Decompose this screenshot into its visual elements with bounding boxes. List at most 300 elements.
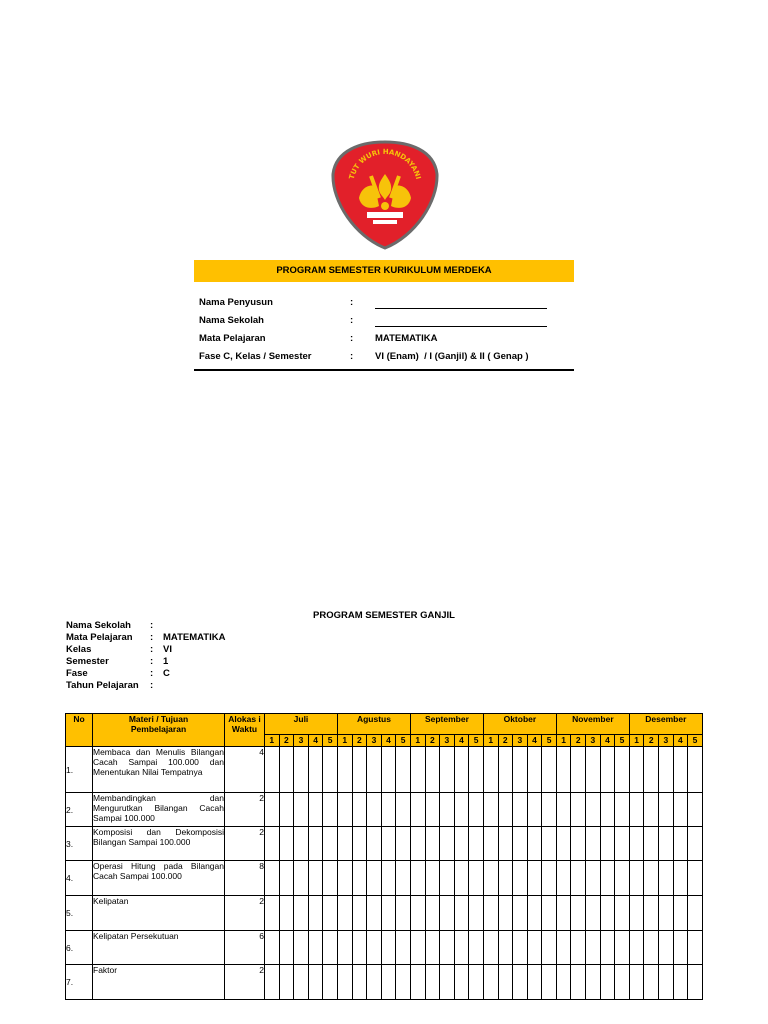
week-cell[interactable]	[629, 896, 644, 931]
info-colon: :	[150, 632, 154, 643]
row-number: 1.	[66, 747, 93, 793]
tut-wuri-handayani-logo	[331, 140, 439, 250]
week-cell[interactable]	[440, 931, 455, 965]
week-cell[interactable]	[308, 793, 323, 827]
header-month: Agustus	[337, 714, 410, 735]
week-cell[interactable]	[571, 896, 586, 931]
week-cell[interactable]	[337, 965, 352, 1000]
week-header-cell: 1	[337, 735, 352, 747]
week-cell[interactable]	[337, 747, 352, 793]
header-no: No	[66, 714, 93, 747]
week-header-cell: 3	[513, 735, 528, 747]
week-cell[interactable]	[644, 827, 659, 861]
week-cell[interactable]	[265, 896, 280, 931]
week-cell[interactable]	[498, 827, 513, 861]
week-cell[interactable]	[352, 827, 367, 861]
week-cell[interactable]	[586, 747, 601, 793]
week-cell[interactable]	[659, 827, 674, 861]
week-cell[interactable]	[396, 793, 411, 827]
week-cell[interactable]	[440, 965, 455, 1000]
week-header-cell: 1	[410, 735, 425, 747]
week-cell[interactable]	[308, 827, 323, 861]
week-cell[interactable]	[644, 793, 659, 827]
week-cell[interactable]	[513, 827, 528, 861]
week-cell[interactable]	[644, 931, 659, 965]
week-cell[interactable]	[396, 965, 411, 1000]
week-cell[interactable]	[265, 931, 280, 965]
header-month: November	[556, 714, 629, 735]
week-cell[interactable]	[498, 747, 513, 793]
row-materi: Faktor	[93, 965, 225, 1000]
week-cell[interactable]	[425, 793, 440, 827]
week-cell[interactable]	[469, 861, 484, 896]
week-cell[interactable]	[396, 896, 411, 931]
fill-in-line	[375, 297, 547, 312]
week-cell[interactable]	[265, 965, 280, 1000]
week-cell[interactable]	[527, 827, 542, 861]
week-cell[interactable]	[556, 747, 571, 793]
row-alokasi: 2	[225, 793, 265, 827]
week-cell[interactable]	[498, 931, 513, 965]
week-cell[interactable]	[600, 861, 615, 896]
row-number: 7.	[66, 965, 93, 1000]
cover-title-banner	[194, 260, 574, 282]
info-colon: :	[150, 644, 154, 655]
week-cell[interactable]	[352, 965, 367, 1000]
week-cell[interactable]	[556, 965, 571, 1000]
week-cell[interactable]	[469, 747, 484, 793]
week-cell[interactable]	[556, 861, 571, 896]
week-cell[interactable]	[469, 793, 484, 827]
week-cell[interactable]	[483, 965, 498, 1000]
week-header-cell: 3	[659, 735, 674, 747]
week-cell[interactable]	[469, 827, 484, 861]
week-cell[interactable]	[381, 896, 396, 931]
week-cell[interactable]	[556, 896, 571, 931]
week-cell[interactable]	[673, 896, 688, 931]
week-cell[interactable]	[629, 747, 644, 793]
header-row	[66, 714, 703, 735]
week-cell[interactable]	[265, 827, 280, 861]
week-header-cell: 3	[440, 735, 455, 747]
week-cell[interactable]	[454, 965, 469, 1000]
field-label: Mata Pelajaran	[199, 333, 266, 344]
week-cell[interactable]	[483, 896, 498, 931]
logo-motto: TUT WURI HANDAYANI	[347, 147, 423, 181]
week-cell[interactable]	[294, 896, 309, 931]
week-cell[interactable]	[308, 747, 323, 793]
week-cell[interactable]	[571, 747, 586, 793]
week-cell[interactable]	[396, 747, 411, 793]
week-cell[interactable]	[615, 896, 630, 931]
week-cell[interactable]	[659, 747, 674, 793]
week-cell[interactable]	[454, 793, 469, 827]
week-cell[interactable]	[381, 827, 396, 861]
row-alokasi: 6	[225, 931, 265, 965]
week-header-cell: 4	[527, 735, 542, 747]
week-cell[interactable]	[673, 965, 688, 1000]
week-cell[interactable]	[571, 931, 586, 965]
week-cell[interactable]	[454, 827, 469, 861]
table-row	[66, 793, 703, 827]
week-cell[interactable]	[644, 896, 659, 931]
field-colon: :	[350, 297, 354, 308]
week-cell[interactable]	[323, 965, 338, 1000]
week-cell[interactable]	[308, 896, 323, 931]
week-cell[interactable]	[586, 793, 601, 827]
info-value: C	[163, 668, 170, 679]
week-cell[interactable]	[294, 965, 309, 1000]
week-cell[interactable]	[513, 965, 528, 1000]
week-cell[interactable]	[659, 861, 674, 896]
week-header-cell: 5	[615, 735, 630, 747]
week-cell[interactable]	[615, 793, 630, 827]
week-header-cell: 5	[542, 735, 557, 747]
week-cell[interactable]	[600, 747, 615, 793]
week-header-cell: 4	[673, 735, 688, 747]
week-cell[interactable]	[542, 965, 557, 1000]
week-cell[interactable]	[659, 965, 674, 1000]
week-cell[interactable]	[454, 896, 469, 931]
week-cell[interactable]	[265, 747, 280, 793]
info-label: Mata Pelajaran	[66, 632, 133, 643]
week-cell[interactable]	[265, 861, 280, 896]
week-cell[interactable]	[454, 747, 469, 793]
week-cell[interactable]	[440, 827, 455, 861]
info-label: Fase	[66, 668, 88, 679]
week-cell[interactable]	[381, 861, 396, 896]
week-header-cell: 4	[600, 735, 615, 747]
week-header-cell: 5	[323, 735, 338, 747]
week-cell[interactable]	[498, 965, 513, 1000]
week-cell[interactable]	[425, 747, 440, 793]
week-cell[interactable]	[688, 861, 703, 896]
week-cell[interactable]	[367, 931, 382, 965]
week-cell[interactable]	[367, 747, 382, 793]
week-cell[interactable]	[440, 861, 455, 896]
week-cell[interactable]	[425, 861, 440, 896]
week-cell[interactable]	[527, 861, 542, 896]
week-header-cell: 1	[483, 735, 498, 747]
week-cell[interactable]	[367, 861, 382, 896]
week-cell[interactable]	[542, 896, 557, 931]
cover-title: PROGRAM SEMESTER KURIKULUM MERDEKA	[276, 265, 492, 276]
week-cell[interactable]	[644, 861, 659, 896]
cover-field-mapel	[194, 333, 574, 351]
week-cell[interactable]	[381, 793, 396, 827]
week-cell[interactable]	[425, 931, 440, 965]
week-cell[interactable]	[308, 861, 323, 896]
week-header-cell: 4	[308, 735, 323, 747]
week-cell[interactable]	[323, 931, 338, 965]
field-colon: :	[350, 333, 354, 344]
week-header-cell: 2	[571, 735, 586, 747]
week-cell[interactable]	[294, 747, 309, 793]
week-cell[interactable]	[367, 965, 382, 1000]
week-cell[interactable]	[323, 747, 338, 793]
row-alokasi: 8	[225, 861, 265, 896]
week-cell[interactable]	[673, 827, 688, 861]
week-cell[interactable]	[469, 965, 484, 1000]
week-cell[interactable]	[586, 896, 601, 931]
week-cell[interactable]	[600, 827, 615, 861]
week-cell[interactable]	[337, 793, 352, 827]
info-value: 1	[163, 656, 169, 667]
week-cell[interactable]	[644, 965, 659, 1000]
week-cell[interactable]	[586, 931, 601, 965]
week-header-cell: 5	[688, 735, 703, 747]
week-header-cell: 5	[469, 735, 484, 747]
week-cell[interactable]	[542, 827, 557, 861]
week-cell[interactable]	[688, 747, 703, 793]
week-cell[interactable]	[367, 896, 382, 931]
week-cell[interactable]	[600, 931, 615, 965]
week-cell[interactable]	[673, 931, 688, 965]
week-cell[interactable]	[483, 793, 498, 827]
week-cell[interactable]	[396, 827, 411, 861]
week-cell[interactable]	[308, 931, 323, 965]
week-cell[interactable]	[440, 747, 455, 793]
week-cell[interactable]	[483, 861, 498, 896]
cover-divider	[194, 369, 574, 371]
week-cell[interactable]	[688, 793, 703, 827]
week-header-cell: 5	[396, 735, 411, 747]
week-cell[interactable]	[294, 827, 309, 861]
week-cell[interactable]	[629, 861, 644, 896]
week-cell[interactable]	[615, 965, 630, 1000]
info-label: Kelas	[66, 644, 92, 655]
week-cell[interactable]	[688, 896, 703, 931]
cover-field-sekolah	[194, 315, 574, 333]
field-value: VI (Enam) / I (Ganjil) & II ( Genap )	[375, 351, 529, 362]
week-cell[interactable]	[469, 896, 484, 931]
week-cell[interactable]	[308, 965, 323, 1000]
info-colon: :	[150, 668, 154, 679]
field-label: Fase C, Kelas / Semester	[199, 351, 312, 362]
week-cell[interactable]	[615, 747, 630, 793]
week-cell[interactable]	[615, 861, 630, 896]
week-cell[interactable]	[600, 896, 615, 931]
week-cell[interactable]	[294, 931, 309, 965]
week-cell[interactable]	[498, 896, 513, 931]
week-cell[interactable]	[323, 896, 338, 931]
week-cell[interactable]	[498, 861, 513, 896]
week-cell[interactable]	[367, 793, 382, 827]
week-cell[interactable]	[337, 827, 352, 861]
week-cell[interactable]	[396, 931, 411, 965]
week-cell[interactable]	[615, 827, 630, 861]
week-cell[interactable]	[527, 931, 542, 965]
week-cell[interactable]	[440, 896, 455, 931]
week-cell[interactable]	[542, 931, 557, 965]
week-cell[interactable]	[279, 861, 294, 896]
week-cell[interactable]	[367, 827, 382, 861]
week-cell[interactable]	[571, 827, 586, 861]
week-cell[interactable]	[615, 931, 630, 965]
week-cell[interactable]	[571, 965, 586, 1000]
week-cell[interactable]	[483, 747, 498, 793]
week-cell[interactable]	[410, 896, 425, 931]
week-cell[interactable]	[513, 747, 528, 793]
week-cell[interactable]	[352, 793, 367, 827]
field-colon: :	[350, 315, 354, 326]
week-cell[interactable]	[659, 931, 674, 965]
cover-field-fase	[194, 351, 574, 369]
week-cell[interactable]	[425, 965, 440, 1000]
row-number: 3.	[66, 827, 93, 861]
header-alokasi: Alokas i Waktu	[225, 714, 265, 747]
week-header-cell: 3	[586, 735, 601, 747]
week-cell[interactable]	[600, 793, 615, 827]
week-cell[interactable]	[294, 861, 309, 896]
week-cell[interactable]	[352, 896, 367, 931]
week-cell[interactable]	[556, 931, 571, 965]
week-header-cell: 2	[279, 735, 294, 747]
header-month: Desember	[629, 714, 702, 735]
week-cell[interactable]	[556, 827, 571, 861]
week-cell[interactable]	[454, 931, 469, 965]
row-alokasi: 2	[225, 965, 265, 1000]
week-cell[interactable]	[337, 896, 352, 931]
week-cell[interactable]	[279, 827, 294, 861]
info-label: Nama Sekolah	[66, 620, 131, 631]
info-label: Semester	[66, 656, 109, 667]
week-cell[interactable]	[279, 896, 294, 931]
week-cell[interactable]	[396, 861, 411, 896]
week-cell[interactable]	[586, 965, 601, 1000]
info-label: Tahun Pelajaran	[66, 680, 139, 691]
week-cell[interactable]	[571, 793, 586, 827]
week-cell[interactable]	[586, 827, 601, 861]
info-colon: :	[150, 656, 154, 667]
week-cell[interactable]	[688, 827, 703, 861]
week-cell[interactable]	[542, 793, 557, 827]
row-materi: Kelipatan Persekutuan	[93, 931, 225, 965]
week-cell[interactable]	[410, 793, 425, 827]
field-colon: :	[350, 351, 354, 362]
week-cell[interactable]	[469, 931, 484, 965]
table-row	[66, 861, 703, 896]
week-cell[interactable]	[571, 861, 586, 896]
week-cell[interactable]	[556, 793, 571, 827]
week-cell[interactable]	[644, 747, 659, 793]
field-value: MATEMATIKA	[375, 333, 438, 344]
week-cell[interactable]	[381, 747, 396, 793]
week-cell[interactable]	[337, 931, 352, 965]
week-cell[interactable]	[279, 747, 294, 793]
week-cell[interactable]	[352, 861, 367, 896]
week-header-cell: 1	[265, 735, 280, 747]
week-cell[interactable]	[542, 747, 557, 793]
week-header-cell: 2	[425, 735, 440, 747]
week-cell[interactable]	[659, 793, 674, 827]
row-alokasi: 4	[225, 747, 265, 793]
week-cell[interactable]	[265, 793, 280, 827]
week-cell[interactable]	[279, 931, 294, 965]
week-cell[interactable]	[454, 861, 469, 896]
week-cell[interactable]	[425, 896, 440, 931]
week-cell[interactable]	[352, 931, 367, 965]
week-cell[interactable]	[629, 965, 644, 1000]
table-row	[66, 747, 703, 793]
row-number: 4.	[66, 861, 93, 896]
week-cell[interactable]	[542, 861, 557, 896]
header-month: Juli	[265, 714, 338, 735]
info-value: VI	[163, 644, 172, 655]
week-cell[interactable]	[323, 827, 338, 861]
week-cell[interactable]	[425, 827, 440, 861]
week-cell[interactable]	[483, 827, 498, 861]
field-label: Nama Penyusun	[199, 297, 273, 308]
week-cell[interactable]	[323, 793, 338, 827]
week-cell[interactable]	[513, 793, 528, 827]
week-header-cell: 3	[367, 735, 382, 747]
week-cell[interactable]	[600, 965, 615, 1000]
week-cell[interactable]	[410, 747, 425, 793]
week-header-cell: 4	[381, 735, 396, 747]
header-month: Oktober	[483, 714, 556, 735]
semester-schedule-table	[65, 713, 703, 1000]
row-materi: Membaca dan Menulis Bilangan Cacah Sampai 100.000 dan Menentukan Nilai Tempatnya	[93, 747, 225, 793]
week-cell[interactable]	[673, 747, 688, 793]
week-cell[interactable]	[498, 793, 513, 827]
fill-in-line	[375, 315, 547, 330]
row-alokasi: 2	[225, 896, 265, 931]
week-cell[interactable]	[513, 931, 528, 965]
week-cell[interactable]	[513, 861, 528, 896]
week-cell[interactable]	[673, 861, 688, 896]
week-cell[interactable]	[688, 965, 703, 1000]
week-cell[interactable]	[688, 931, 703, 965]
week-cell[interactable]	[513, 896, 528, 931]
row-materi: Membandingkan dan Mengurutkan Bilangan Cacah Sampai 100.000	[93, 793, 225, 827]
week-cell[interactable]	[629, 793, 644, 827]
week-cell[interactable]	[381, 965, 396, 1000]
week-cell[interactable]	[586, 861, 601, 896]
week-cell[interactable]	[527, 965, 542, 1000]
week-cell[interactable]	[629, 931, 644, 965]
week-cell[interactable]	[410, 965, 425, 1000]
row-materi: Operasi Hitung pada Bilangan Cacah Sampai 100.000	[93, 861, 225, 896]
week-cell[interactable]	[629, 827, 644, 861]
week-cell[interactable]	[527, 747, 542, 793]
row-number: 2.	[66, 793, 93, 827]
week-cell[interactable]	[279, 965, 294, 1000]
week-cell[interactable]	[659, 896, 674, 931]
week-cell[interactable]	[410, 827, 425, 861]
week-cell[interactable]	[323, 861, 338, 896]
week-cell[interactable]	[279, 793, 294, 827]
week-cell[interactable]	[483, 931, 498, 965]
week-cell[interactable]	[527, 896, 542, 931]
row-alokasi: 2	[225, 827, 265, 861]
week-cell[interactable]	[440, 793, 455, 827]
week-cell[interactable]	[410, 931, 425, 965]
semester-title: PROGRAM SEMESTER GANJIL	[313, 610, 455, 621]
week-cell[interactable]	[410, 861, 425, 896]
week-cell[interactable]	[294, 793, 309, 827]
table-row	[66, 827, 703, 861]
week-cell[interactable]	[673, 793, 688, 827]
week-cell[interactable]	[352, 747, 367, 793]
week-cell[interactable]	[337, 861, 352, 896]
week-cell[interactable]	[527, 793, 542, 827]
week-cell[interactable]	[381, 931, 396, 965]
header-month: September	[410, 714, 483, 735]
info-value: MATEMATIKA	[163, 632, 226, 643]
info-colon: :	[150, 620, 154, 631]
row-number: 6.	[66, 931, 93, 965]
